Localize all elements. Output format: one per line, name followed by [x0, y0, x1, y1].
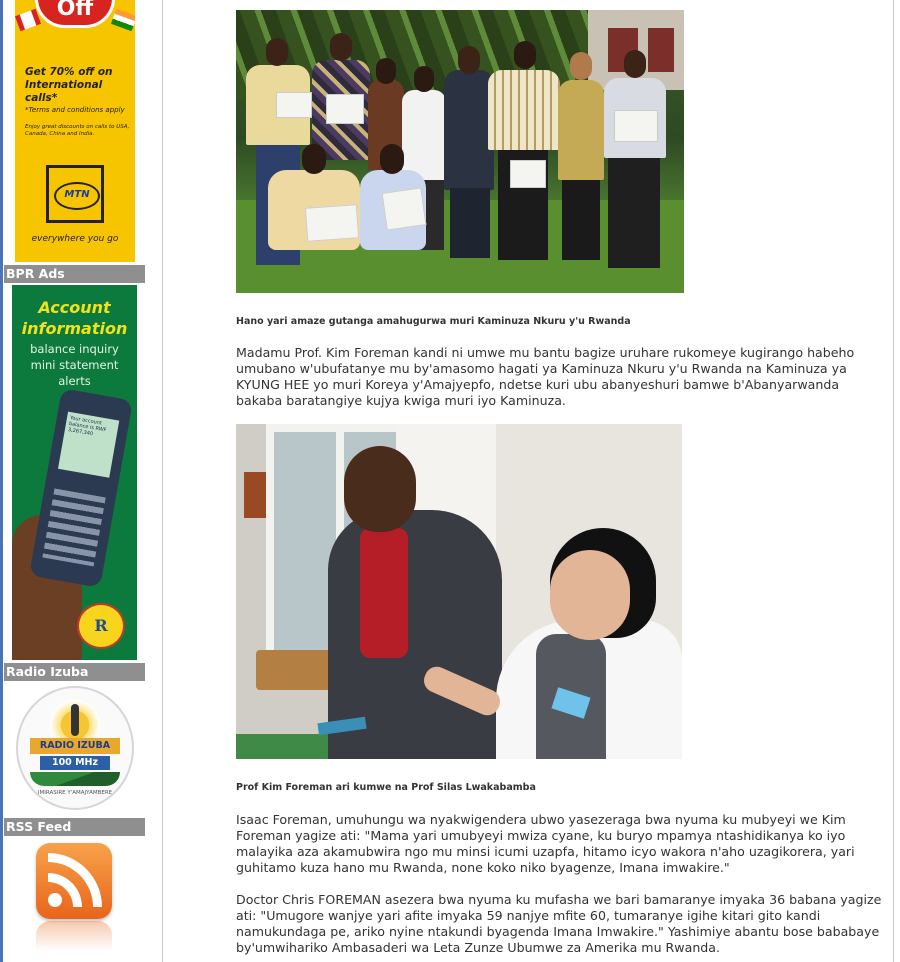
person-head — [624, 50, 646, 78]
radio-slogan: IMIRASIRE Y'AMAJYAMBERE — [37, 790, 113, 796]
person-head — [458, 46, 480, 74]
phone-keypad — [42, 488, 105, 566]
kim-foreman-silas-photo — [236, 424, 682, 759]
certificate — [382, 187, 427, 230]
left-sidebar — [0, 0, 163, 962]
content-right-border — [893, 0, 894, 962]
offer-text: Get 70% off on International calls* — [25, 66, 113, 104]
certificate — [305, 204, 359, 242]
person-trousers — [608, 158, 660, 268]
mtn-logo — [46, 165, 104, 223]
bpr-ad-line-2: mini statement — [30, 358, 119, 372]
red-shirt — [360, 528, 408, 658]
bpr-ad-services — [12, 341, 137, 389]
person-head — [330, 33, 352, 61]
bpr-ad-headline — [12, 297, 137, 339]
building-window — [648, 28, 674, 72]
radio-frequency: 100 MHz — [40, 756, 110, 770]
person-gold-blouse — [558, 80, 604, 180]
bpr-ad-headline-1: Account — [38, 298, 111, 317]
bpr-logo: R — [77, 603, 125, 649]
article-paragraph-2: Isaac Foreman, umuhungu wa nyakwigendera ubwo yasezeraga bwa nyuma ku mubyeyi we Kim Foreman yagize ati: "Mama yari umubyeyi mwiza cyane, ku buryo mpamya ntashidikanya ko iyo malayika aza akamubwira ngo mu minsi icumi uzapfa, hitamo icyo wakora n'aho uzagikorera, yari guhitamo kuza hano mu Rwanda, none koko niko byagenze, Imana imwakire." — [236, 812, 855, 875]
mtn-advert-banner[interactable] — [15, 0, 135, 262]
offer-headline: Off — [56, 0, 94, 21]
person-head — [376, 58, 396, 84]
person-head — [380, 144, 404, 174]
group-certificates-photo — [236, 10, 684, 293]
person-head — [570, 52, 592, 80]
left-accent-line — [0, 0, 3, 962]
certificate — [614, 110, 658, 142]
person-head — [514, 41, 536, 69]
mtn-logo-text: MTN — [54, 182, 100, 210]
mobile-phone-icon — [29, 388, 133, 588]
bpr-ad-line-1: balance inquiry — [30, 342, 119, 356]
person-head — [414, 66, 434, 92]
radio-name: RADIO IZUBA — [30, 738, 120, 754]
phone-screen-text: Your account balance is RWF 3,267,340 — [58, 412, 119, 478]
certificate — [276, 92, 312, 118]
sidebar-heading-bpr-ads: BPR Ads — [4, 265, 145, 283]
person-striped-shirt — [488, 70, 560, 150]
person-head — [302, 144, 326, 174]
wall-sign — [244, 472, 266, 518]
bpr-advert-banner[interactable] — [12, 285, 137, 660]
chair — [256, 650, 336, 690]
terms-text: *Terms and conditions apply — [25, 106, 125, 114]
rss-dot — [48, 893, 62, 907]
certificate — [326, 94, 364, 124]
person-trousers — [450, 188, 490, 258]
bpr-ad-headline-2: information — [21, 319, 128, 338]
person-dark-suit — [444, 70, 494, 190]
photo-caption-2: Prof Kim Foreman ari kumwe na Prof Silas Lwakabamba — [236, 782, 536, 793]
rss-feed-icon[interactable] — [36, 843, 112, 919]
woman-face — [550, 550, 630, 640]
rss-icon-reflection — [36, 921, 112, 951]
man-head — [344, 446, 416, 532]
article-paragraph-1: Madamu Prof. Kim Foreman kandi ni umwe mu bantu bagize uruhare rukomeye kugirango habeho umubano w'ubufatanye mu by'amasomo hagati ya Kaminuza Nkuru y'u Rwanda na Kaminuza ya KYUNG HEE yo muri Koreya y'Amajyepfo, ndetse kuri ubu abanyeshuri bamwe b'Abanyarwanda bakaba baratangiye kujya kwiga muri iyo Kaminuza. — [236, 345, 855, 408]
mtn-tagline: everywhere you go — [31, 234, 119, 244]
person-head — [266, 38, 288, 66]
bpr-ad-line-3: alerts — [58, 374, 91, 388]
sidebar-heading-rss-feed: RSS Feed — [4, 818, 145, 836]
person-white-jacket — [402, 90, 446, 180]
microphone-icon — [71, 704, 79, 736]
fine-print-text: Enjoy great discounts on calls to USA, Canada, China and India. — [25, 124, 130, 137]
person-trousers — [562, 180, 600, 260]
certificate — [510, 160, 546, 188]
article-paragraph-3: Doctor Chris FOREMAN asezera bwa nyuma ku mufasha we bari bamaranye imyaka 36 babana yagize ati: "Umugore wanjye yari afite imyaka 59 nanjye mfite 60, tumaranye igihe kitari gito kandi namukundaga pe, ariko nyine ntakundi byagenda Imana Imwakire." Yashimiye abantu bose bababaye by'umwihariko Ambasaderi wa Leta Zunze Ubumwe za Amerika mu Rwanda. — [236, 892, 882, 955]
radio-izuba-logo[interactable] — [16, 686, 134, 810]
sidebar-heading-radio-izuba: Radio Izuba — [4, 663, 145, 681]
photo-caption-1: Hano yari amaze gutanga amahugurwa muri Kaminuza Nkuru y'u Rwanda — [236, 316, 631, 327]
hills-graphic — [30, 772, 120, 786]
